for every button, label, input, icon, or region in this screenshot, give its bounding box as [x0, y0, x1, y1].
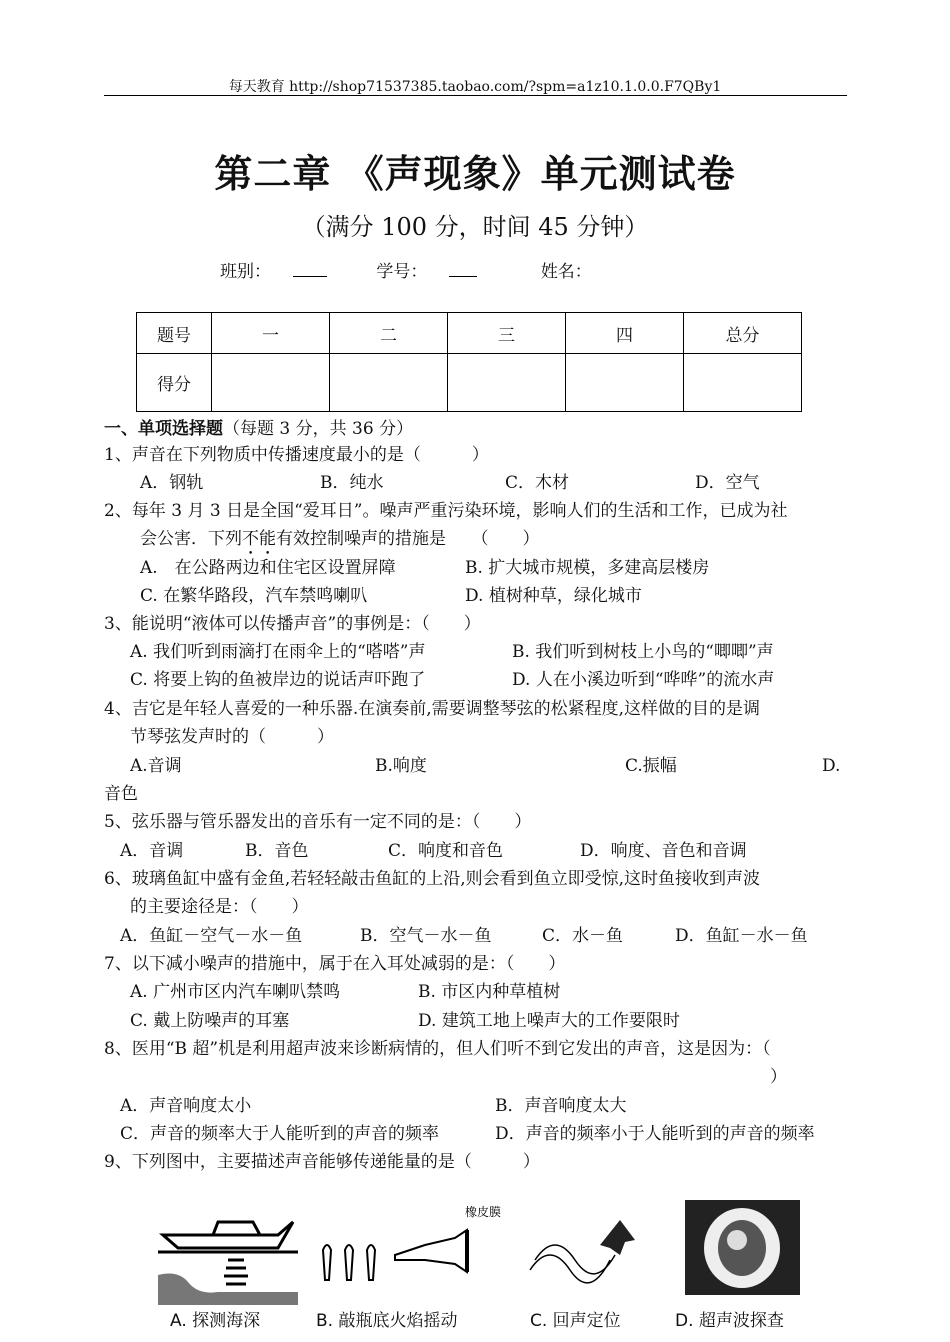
score-cell[interactable] — [330, 354, 448, 412]
ultrasound-scan-figure — [685, 1200, 800, 1305]
q4-option-b[interactable]: B.响度 — [375, 756, 427, 776]
page-subtitle: （满分 100 分，时间 45 分钟） — [301, 213, 649, 241]
boat-sonar-figure — [158, 1200, 298, 1305]
q4-option-a[interactable]: A.音调 — [130, 756, 182, 776]
question-8-cont: ） — [770, 1067, 787, 1087]
score-header-cell: 一 — [212, 313, 330, 354]
q5-option-b[interactable]: B．音色 — [245, 841, 309, 861]
q7-option-b[interactable]: B. 市区内种草植树 — [418, 982, 561, 1002]
q6-option-a[interactable]: A．鱼缸－空气－水－鱼 — [120, 926, 303, 946]
q5-option-c[interactable]: C．响度和音色 — [388, 841, 504, 861]
q7-option-c[interactable]: C. 戴上防噪声的耳塞 — [130, 1011, 290, 1031]
q7-option-d[interactable]: D. 建筑工地上噪声大的工作要限时 — [418, 1011, 680, 1031]
page-title: 第二章 《声现象》单元测试卷 — [214, 152, 736, 196]
q9-caption-a: A. 探测海深 — [170, 1311, 261, 1331]
q2-option-b[interactable]: B. 扩大城市规模，多建高层楼房 — [465, 558, 710, 578]
score-cell[interactable] — [566, 354, 684, 412]
q3-option-a[interactable]: A. 我们听到雨滴打在雨伞上的“嗒嗒”声 — [130, 642, 426, 662]
bottle-flame-figure — [315, 1200, 515, 1305]
q5-option-a[interactable]: A．音调 — [120, 841, 184, 861]
q3-option-d[interactable]: D. 人在小溪边听到“哗哗”的流水声 — [512, 670, 775, 690]
q6-option-d[interactable]: D．鱼缸－水－鱼 — [675, 926, 808, 946]
q4-option-d-text: 音色 — [104, 784, 138, 804]
q3-option-b[interactable]: B. 我们听到树枝上小鸟的“唧唧”声 — [512, 642, 774, 662]
q1-option-a[interactable]: A．钢轨 — [140, 473, 204, 493]
score-header-cell: 题号 — [137, 313, 212, 354]
question-7: 7、以下减小噪声的措施中，属于在入耳处减弱的是：（ ） — [104, 954, 566, 974]
question-2: 2、每年 3 月 3 日是全国“爱耳日”。噪声严重污染环境，影响人们的生活和工作，已成为社 — [104, 501, 788, 521]
student-id-field[interactable]: 学号： — [376, 262, 499, 282]
question-2-cont: 会公害．下列不能有效控制噪声的措施是 （ ） — [140, 529, 540, 549]
q9-caption-c: C. 回声定位 — [530, 1311, 621, 1331]
q4-option-c[interactable]: C.振幅 — [625, 756, 677, 776]
score-cell[interactable] — [212, 354, 330, 412]
page-header: 每天教育 http://shop71537385.taobao.com/?spm=a1z10.1.0.0.F7QBy1 — [228, 79, 722, 95]
q1-option-d[interactable]: D．空气 — [695, 473, 760, 493]
student-info — [220, 257, 636, 282]
question-4-cont: 节琴弦发声时的（ ） — [130, 727, 334, 747]
q2-option-d[interactable]: D. 植树种草，绿化城市 — [465, 586, 642, 606]
q2-option-c[interactable]: C. 在繁华路段，汽车禁鸣喇叭 — [140, 586, 368, 606]
score-header-cell: 三 — [448, 313, 566, 354]
question-1: 1、声音在下列物质中传播速度最小的是（ ） — [104, 445, 489, 465]
q3-option-c[interactable]: C. 将要上钩的鱼被岸边的说话声吓跑了 — [130, 670, 426, 690]
header-divider — [104, 95, 847, 96]
section-heading: 一、单项选择题（每题 3 分，共 36 分） — [104, 419, 414, 439]
question-9: 9、下列图中，主要描述声音能够传递能量的是（ ） — [104, 1152, 540, 1172]
score-cell[interactable] — [684, 354, 802, 412]
score-header-cell: 二 — [330, 313, 448, 354]
q1-option-b[interactable]: B．纯水 — [320, 473, 384, 493]
score-cell[interactable] — [448, 354, 566, 412]
question-3: 3、能说明“液体可以传播声音”的事例是：（ ） — [104, 614, 481, 634]
q4-option-d[interactable]: D. — [822, 756, 841, 776]
score-row-label: 得分 — [137, 354, 212, 412]
q5-option-d[interactable]: D．响度、音色和音调 — [580, 841, 747, 861]
question-6: 6、玻璃鱼缸中盛有金鱼,若轻轻敲击鱼缸的上沿,则会看到鱼立即受惊,这时鱼接收到声波 — [104, 869, 761, 889]
q6-option-c[interactable]: C．水－鱼 — [542, 926, 624, 946]
score-table — [136, 312, 802, 412]
q9-caption-b: B. 敲瓶底火焰摇动 — [316, 1311, 458, 1331]
score-header-cell: 四 — [566, 313, 684, 354]
score-header-cell: 总分 — [684, 313, 802, 354]
class-field[interactable]: 班别： — [220, 262, 349, 282]
q2-option-a[interactable]: A. 在公路两边和住宅区设置屏障 — [140, 558, 396, 578]
q7-option-a[interactable]: A. 广州市区内汽车喇叭禁鸣 — [130, 982, 341, 1002]
q1-option-c[interactable]: C．木材 — [505, 473, 570, 493]
bat-echolocation-figure — [525, 1200, 645, 1305]
q9-caption-d: D. 超声波探查 — [675, 1311, 784, 1331]
question-4: 4、吉它是年轻人喜爱的一种乐器.在演奏前,需要调整琴弦的松紧程度,这样做的目的是调 — [104, 699, 761, 719]
rubber-membrane-label: 橡皮膜 — [465, 1205, 502, 1219]
q6-option-b[interactable]: B．空气－水－鱼 — [360, 926, 492, 946]
q8-option-a[interactable]: A．声音响度太小 — [120, 1096, 252, 1116]
question-6-cont: 的主要途径是：（ ） — [130, 897, 309, 917]
q8-option-d[interactable]: D．声音的频率小于人能听到的声音的频率 — [495, 1124, 815, 1144]
name-field[interactable]: 姓名： — [540, 262, 592, 282]
question-8: 8、医用“B 超”机是利用超声波来诊断病情的，但人们听不到它发出的声音，这是因为：（ — [104, 1039, 771, 1059]
q8-option-b[interactable]: B．声音响度太大 — [495, 1096, 627, 1116]
q8-option-c[interactable]: C．声音的频率大于人能听到的声音的频率 — [120, 1124, 440, 1144]
question-5: 5、弦乐器与管乐器发出的音乐有一定不同的是：（ ） — [104, 812, 532, 832]
